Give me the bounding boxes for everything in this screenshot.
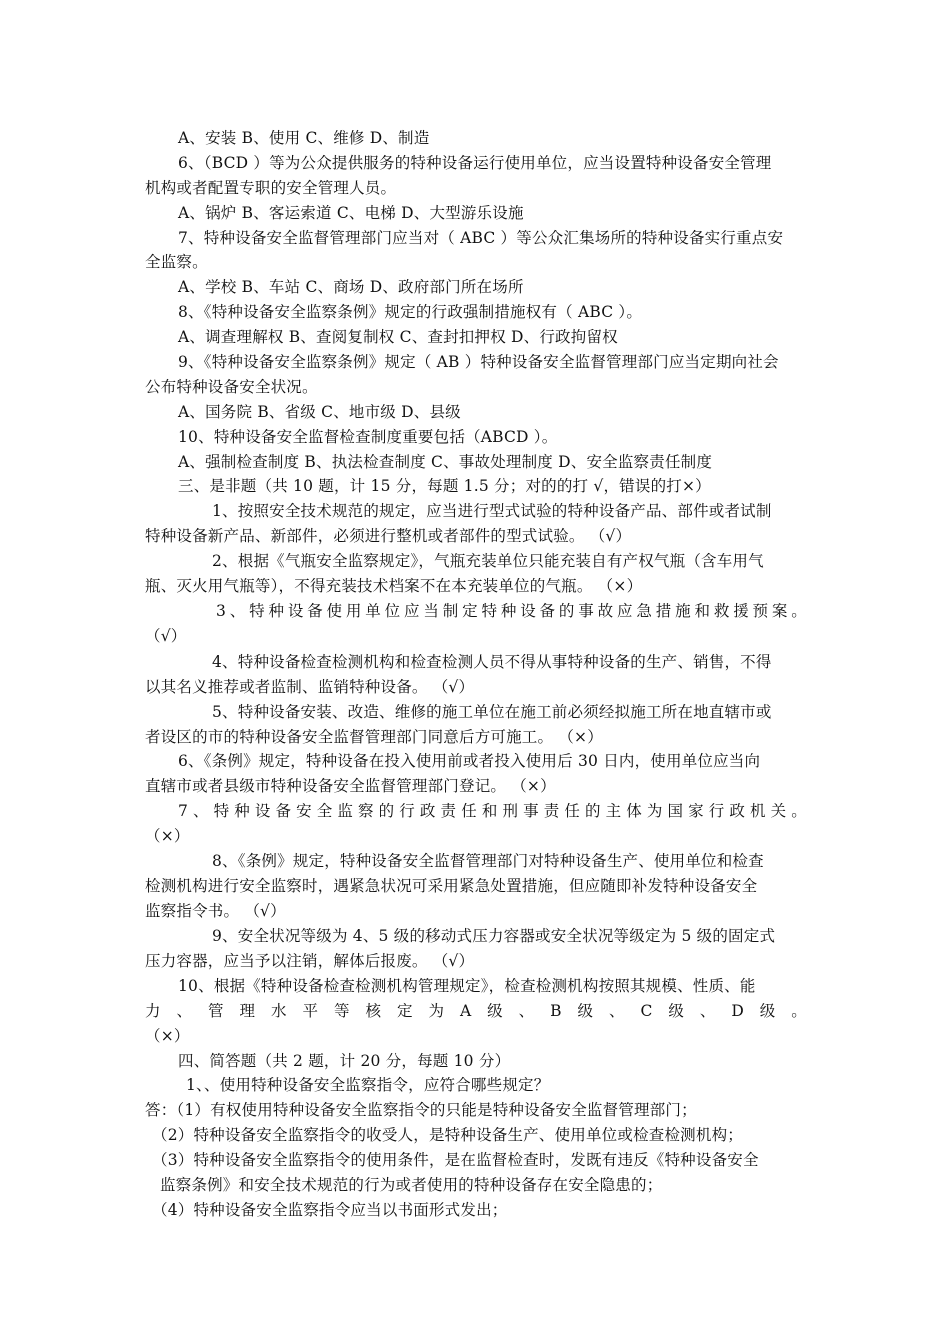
- text-line: 公布特种设备安全状况。: [145, 378, 318, 396]
- text-line: 全监察。: [145, 253, 208, 271]
- section-heading: 三、是非题（共 10 题，计 15 分，每题 1.5 分；对的的打 √，错误的打×）: [178, 477, 711, 495]
- text-line: 者设区的市的特种设备安全监督管理部门同意后方可施工。 （×）: [145, 728, 603, 746]
- text-line: 压力容器，应当予以注销，解体后报废。 （√）: [145, 952, 475, 970]
- question-line: 1、、使用特种设备安全监察指令，应符合哪些规定？: [186, 1076, 550, 1094]
- text-line: （×）: [145, 1027, 190, 1045]
- answer-line: （3）特种设备安全监察指令的使用条件，是在监督检查时，发既有违反《特种设备安全: [152, 1151, 759, 1169]
- section-heading: 四、简答题（共 2 题，计 20 分，每题 10 分）: [178, 1052, 511, 1070]
- text-line: 8、《条例》规定，特种设备安全监督管理部门对特种设备生产、使用单位和检查: [212, 852, 764, 870]
- text-line: 直辖市或者县级市特种设备安全监督管理部门登记。 （×）: [145, 777, 556, 795]
- text-line: A、安装 B、使用 C、维修 D、制造: [178, 129, 430, 147]
- text-line: 瓶、灭火用气瓶等），不得充装技术档案不在本充装单位的气瓶。 （×）: [145, 577, 643, 595]
- text-line: 9、《特种设备安全监察条例》规定（ AB ）特种设备安全监督管理部门应当定期向社会: [178, 353, 779, 371]
- text-line: 1、按照安全技术规范的规定，应当进行型式试验的特种设备产品、部件或者试制: [212, 502, 772, 520]
- text-line: 6、《条例》规定，特种设备在投入使用前或者投入使用后 30 日内，使用单位应当向: [178, 752, 761, 770]
- answer-line: 监察条例》和安全技术规范的行为或者使用的特种设备存在安全隐患的；: [160, 1176, 663, 1194]
- text-line: 7、特种设备安全监察的行政责任和刑事责任的主体为国家行政机关。: [178, 802, 807, 820]
- text-line: 6、（BCD ）等为公众提供服务的特种设备运行使用单位，应当设置特种设备安全管理: [178, 154, 772, 172]
- text-line: 特种设备新产品、新部件，必须进行整机或者部件的型式试验。 （√）: [145, 527, 632, 545]
- text-line: 5、特种设备安装、改造、维修的施工单位在施工前必须经拟施工所在地直辖市或: [212, 703, 772, 721]
- text-line: 2、根据《气瓶安全监察规定》，气瓶充装单位只能充装自有产权气瓶（含车用气: [212, 552, 764, 570]
- text-line: （√）: [145, 627, 187, 645]
- answer-line: （2）特种设备安全监察指令的收受人，是特种设备生产、使用单位或检查检测机构；: [152, 1126, 743, 1144]
- text-line: （×）: [145, 827, 190, 845]
- text-line: 10、特种设备安全监督检查制度重要包括（ABCD ）。: [178, 428, 558, 446]
- text-line: 9、安全状况等级为 4、5 级的移动式压力容器或安全状况等级定为 5 级的固定式: [212, 927, 776, 945]
- text-line: 力、管理水平等核定为A级、B级、C级、D级。: [145, 1002, 807, 1020]
- text-line: 10、根据《特种设备检查检测机构管理规定》，检查检测机构按照其规模、性质、能: [178, 977, 756, 995]
- answer-line: （4）特种设备安全监察指令应当以书面形式发出；: [152, 1201, 508, 1219]
- text-line: 机构或者配置专职的安全管理人员。: [145, 179, 397, 197]
- text-line: 以其名义推荐或者监制、监销特种设备。 （√）: [145, 678, 475, 696]
- text-line: 3、特种设备使用单位应当制定特种设备的事故应急措施和救援预案。: [216, 602, 807, 620]
- text-line: A、调查理解权 B、查阅复制权 C、查封扣押权 D、行政拘留权: [178, 328, 618, 346]
- text-line: 检测机构进行安全监察时，遇紧急状况可采用紧急处置措施，但应随即补发特种设备安全: [145, 877, 758, 895]
- answer-line: 答：（1）有权使用特种设备安全监察指令的只能是特种设备安全监督管理部门；: [145, 1101, 697, 1119]
- text-line: 监察指令书。 （√）: [145, 902, 286, 920]
- text-line: A、锅炉 B、客运索道 C、电梯 D、大型游乐设施: [178, 204, 524, 222]
- text-line: A、学校 B、车站 C、商场 D、政府部门所在场所: [178, 278, 524, 296]
- text-line: 7、特种设备安全监督管理部门应当对（ ABC ）等公众汇集场所的特种设备实行重点安: [178, 229, 784, 247]
- text-line: 8、《特种设备安全监察条例》规定的行政强制措施权有（ ABC ）。: [178, 303, 643, 321]
- text-line: 4、特种设备检查检测机构和检查检测人员不得从事特种设备的生产、销售，不得: [212, 653, 772, 671]
- text-line: A、国务院 B、省级 C、地市级 D、县级: [178, 403, 461, 421]
- text-line: A、强制检查制度 B、执法检查制度 C、事故处理制度 D、安全监察责任制度: [178, 453, 713, 471]
